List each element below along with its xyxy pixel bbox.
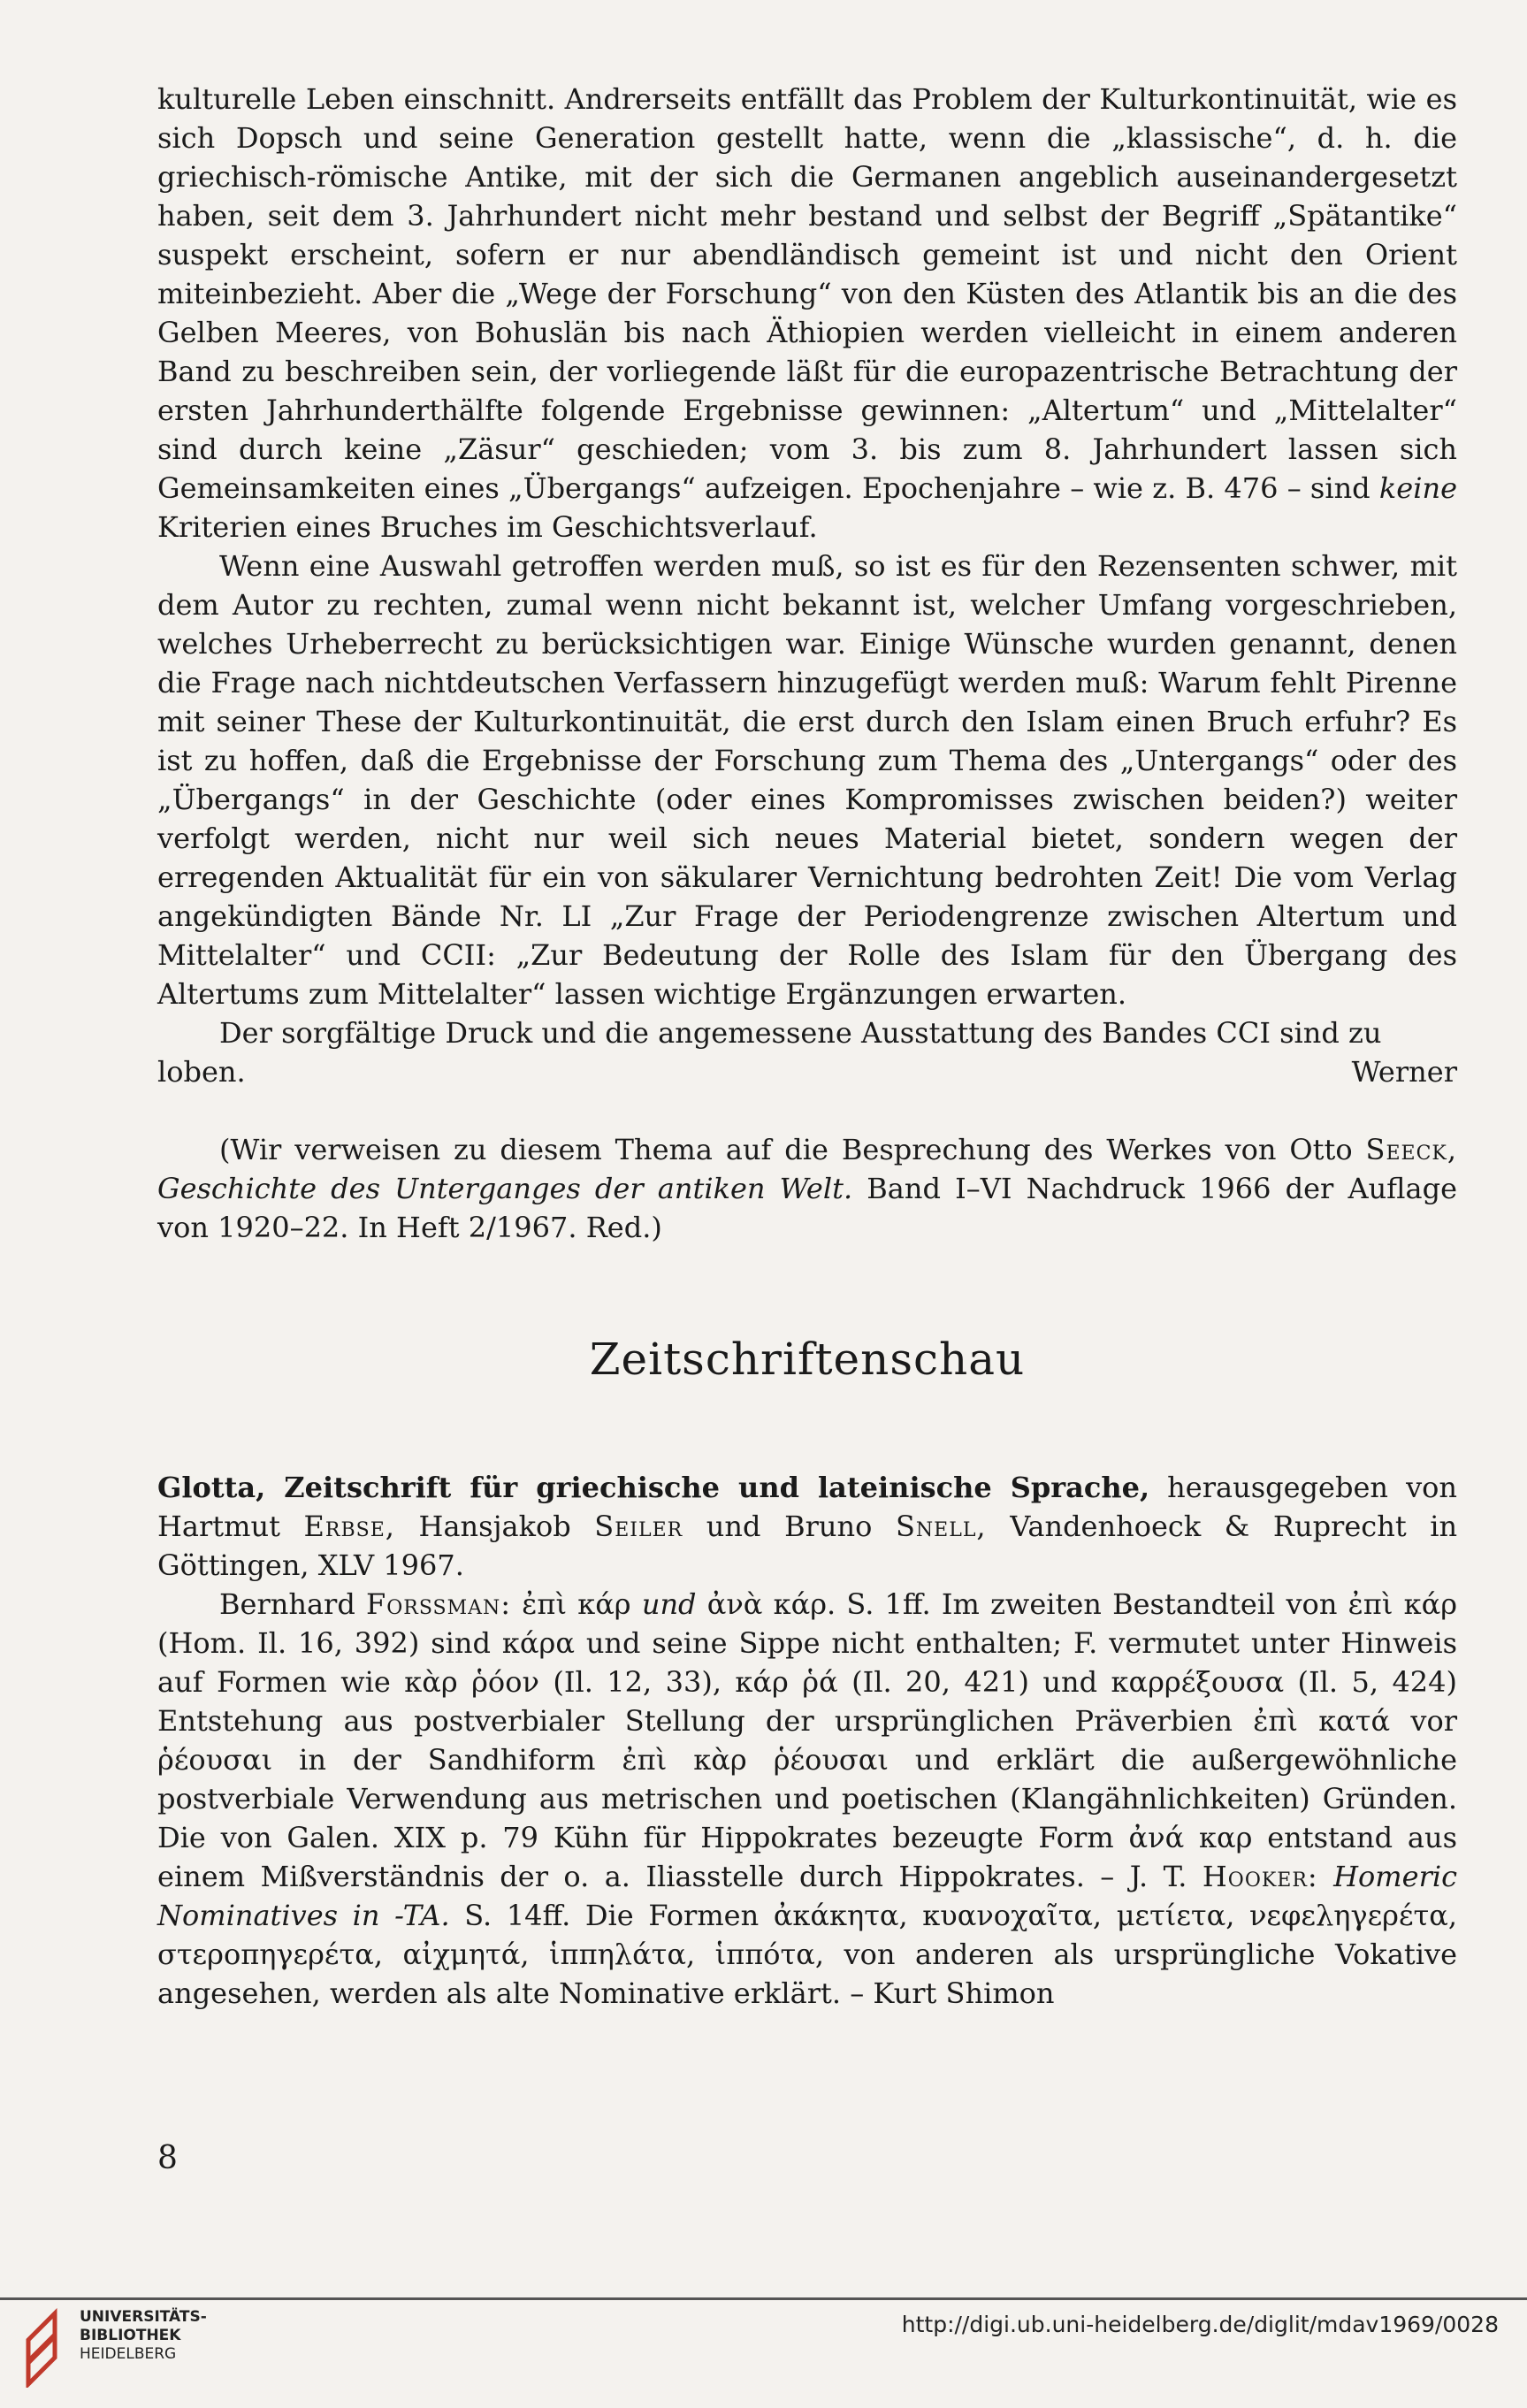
editor-name: Snell, <box>895 1510 987 1543</box>
editor-name: Seiler <box>594 1510 683 1543</box>
entry-body: S. 14ff. Die Formen ἀκάκητα, κυανοχαῖτα, μετίετα, νεφεληγερέτα, στεροπηγερέτα, αἰχμητά, ἱππηλάτα, ἱππότα, von anderen als ursprüngliche Vokative angesehen, werden als alte Nominative erklärt. – Kurt Shimon <box>157 1899 1458 2010</box>
entry-title: Homeric Nominatives in -TA. <box>157 1860 1458 1932</box>
editor-name: Erbse, <box>303 1510 395 1543</box>
author-name: Seeck, <box>1365 1133 1458 1166</box>
entry-body: S. 1ff. Im zweiten Bestandteil von ἐπὶ κάρ (Hom. Il. 16, 392) sind κάρα und seine Sippe nicht enthalten; F. vermutet unter Hinweis auf Formen wie κὰρ ῥόον (Il. 12, 33), κάρ ῥά (Il. 20, 421) und καρρέξουσα (Il. 5, 424) Entstehung aus postverbialer Stellung der ursprünglichen Präverbien ἐπὶ κατά vor ῥέουσαι in der Sandhiform ἐπὶ κὰρ ῥέουσαι und erklärt die außergewöhnliche postverbiale Verwendung aus metrischen und poetischen (Klangähnlichkeiten) Gründen. Die von Galen. XIX p. 79 Kühn für Hippokrates bezeugte Form ἀνά καρ entstand aus einem Mißverständnis der o. a. Iliasstelle durch Hippokrates. – J. T. <box>157 1587 1458 1893</box>
review-text: loben. <box>157 1055 246 1089</box>
review-paragraph-1 <box>157 80 1457 547</box>
journal-name: Glotta, Zeitschrift für griechische und lateinische Sprache, <box>157 1471 1150 1504</box>
work-title: Geschichte des Unterganges der antiken Welt. <box>157 1172 853 1205</box>
review-closing-line <box>157 1052 1457 1091</box>
entry-author: Hooker: <box>1202 1860 1318 1893</box>
review-paragraph-3: Der sorgfältige Druck und die angemessene Ausstattung des Bandes CCI sind zu <box>219 1016 1382 1050</box>
review-text: Kriterien eines Bruches im Geschichtsverlauf. <box>157 510 818 544</box>
entry-title: ἐπὶ κάρ <box>522 1587 631 1621</box>
entry-title: ἀνὰ κάρ. <box>706 1587 836 1621</box>
entry-author: Forssman: <box>366 1587 512 1621</box>
page-body <box>157 80 1457 2013</box>
source-url-link[interactable]: http://digi.ub.uni-heidelberg.de/diglit/mdav1969/0028 <box>901 2312 1499 2337</box>
footer-divider <box>0 2297 1527 2300</box>
emphasis-keine: keine <box>1378 471 1458 505</box>
library-logo <box>16 2308 207 2388</box>
review-text: kulturelle Leben einschnitt. Andrerseits entfällt das Problem der Kulturkontinuität, wie es sich Dopsch und seine Generation gestellt hatte, wenn die „klassische“, d. h. die griechisch-römische Antike, mit der sich die Germanen angeblich auseinandergesetzt haben, seit dem 3. Jahrhundert nicht mehr bestand und selbst der Begriff „Spätantike“ suspekt erscheint, sofern er nur abendländisch gemeint ist und nicht den Orient miteinbezieht. Aber die „Wege der Forschung“ von den Küsten des Atlantik bis an die des Gelben Meeres, von Bohuslän bis nach Äthiopien werden vielleicht in einem anderen Band zu beschreiben sein, der vorliegende läßt für die europazentrische Betrachtung der ersten Jahrhunderthälfte folgende Ergebnisse gewinnen: „Altertum“ und „Mittelalter“ sind durch keine „Zäsur“ geschieden; vom 3. bis zum 8. Jahrhundert lassen sich Gemeinsamkeiten eines „Übergangs“ aufzeigen. Epochenjahre – wie z. B. 476 – sind <box>157 82 1457 505</box>
journal-entry: Bernhard Forssman: ἐπὶ κάρ und ἀνὰ κάρ. S. 1ff. Im zweiten Bestandteil von ἐπὶ κάρ (Hom. Il. 16, 392) sind κάρα und seine Sippe nicht enthalten; F. vermutet unter Hinweis auf Formen wie κὰρ ῥόον (Il. 12, 33), κάρ ῥά (Il. 20, 421) und καρρέξουσα (Il. 5, 424) Entstehung aus postverbialer Stellung der ursprünglichen Präverbien ἐπὶ κατά vor ῥέουσαι in der Sandhiform ἐπὶ κὰρ ῥέουσαι und erklärt die außergewöhnliche postverbiale Verwendung aus metrischen und poetischen (Klangähnlichkeiten) Gründen. Die von Galen. XIX p. 79 Kühn für Hippokrates bezeugte Form ἀνά καρ entstand aus einem Mißverständnis der o. a. Iliasstelle durch Hippokrates. – J. T. Hooker: Homeric Nominatives in -TA. S. 14ff. Die Formen ἀκάκητα, κυανοχαῖτα, μετίετα, νεφεληγερέτα, στεροπηγερέτα, αἰχμητά, ἱππηλάτα, ἱππότα, von anderen als ursprüngliche Vokative angesehen, werden als alte Nominative erklärt. – Kurt Shimon <box>157 1587 1458 2010</box>
library-emblem-icon <box>16 2308 67 2388</box>
journal-heading: Glotta, Zeitschrift für griechische und lateinische Sprache, herausgegeben von Hartmut Erbse, Hansjakob Seiler und Bruno Snell, Vandenhoeck & Ruprecht in Göttingen, XLV 1967. <box>157 1471 1458 1582</box>
section-title: Zeitschriftenschau <box>589 1334 1026 1385</box>
reviewer-signature: Werner <box>1351 1055 1457 1089</box>
review-paragraph-2: Wenn eine Auswahl getroffen werden muß, so ist es für den Rezensenten schwer, mit dem Autor zu rechten, zumal wenn nicht bekannt ist, welcher Umfang vorgeschrieben, welches Urheberrecht zu berücksichtigen war. Einige Wünsche wurden genannt, denen die Frage nach nichtdeutschen Verfassern hinzugefügt werden muß: Warum fehlt Pirenne mit seiner These der Kulturkontinuität, die erst durch den Islam einen Bruch erfuhr? Es ist zu hoffen, daß die Ergebnisse der Forschung zum Thema des „Untergangs“ oder des „Übergangs“ in der Geschichte (oder eines Kompromisses zwischen beiden?) weiter verfolgt werden, nicht nur weil sich neues Material bietet, sondern wegen der erregenden Aktualität für ein von säkularer Vernichtung bedrohten Zeit! Die vom Verlag angekündigten Bände Nr. LI „Zur Frage der Periodengrenze zwischen Altertum und Mittelalter“ und CCII: „Zur Bedeutung der Rolle des Islam für den Übergang des Altertums zum Mittelalter“ lassen wichtige Ergänzungen erwarten. <box>157 549 1457 1011</box>
page-number: 8 <box>157 2140 178 2176</box>
library-name: UNIVERSITÄTS- BIBLIOTHEK HEIDELBERG <box>80 2308 207 2363</box>
editor-note: (Wir verweisen zu diesem Thema auf die Besprechung des Werkes von Otto Seeck, Geschichte des Unterganges der antiken Welt. Band I–VI Nachdruck 1966 der Auflage von 1920–22. In Heft 2/1967. Red.) <box>157 1133 1458 1244</box>
